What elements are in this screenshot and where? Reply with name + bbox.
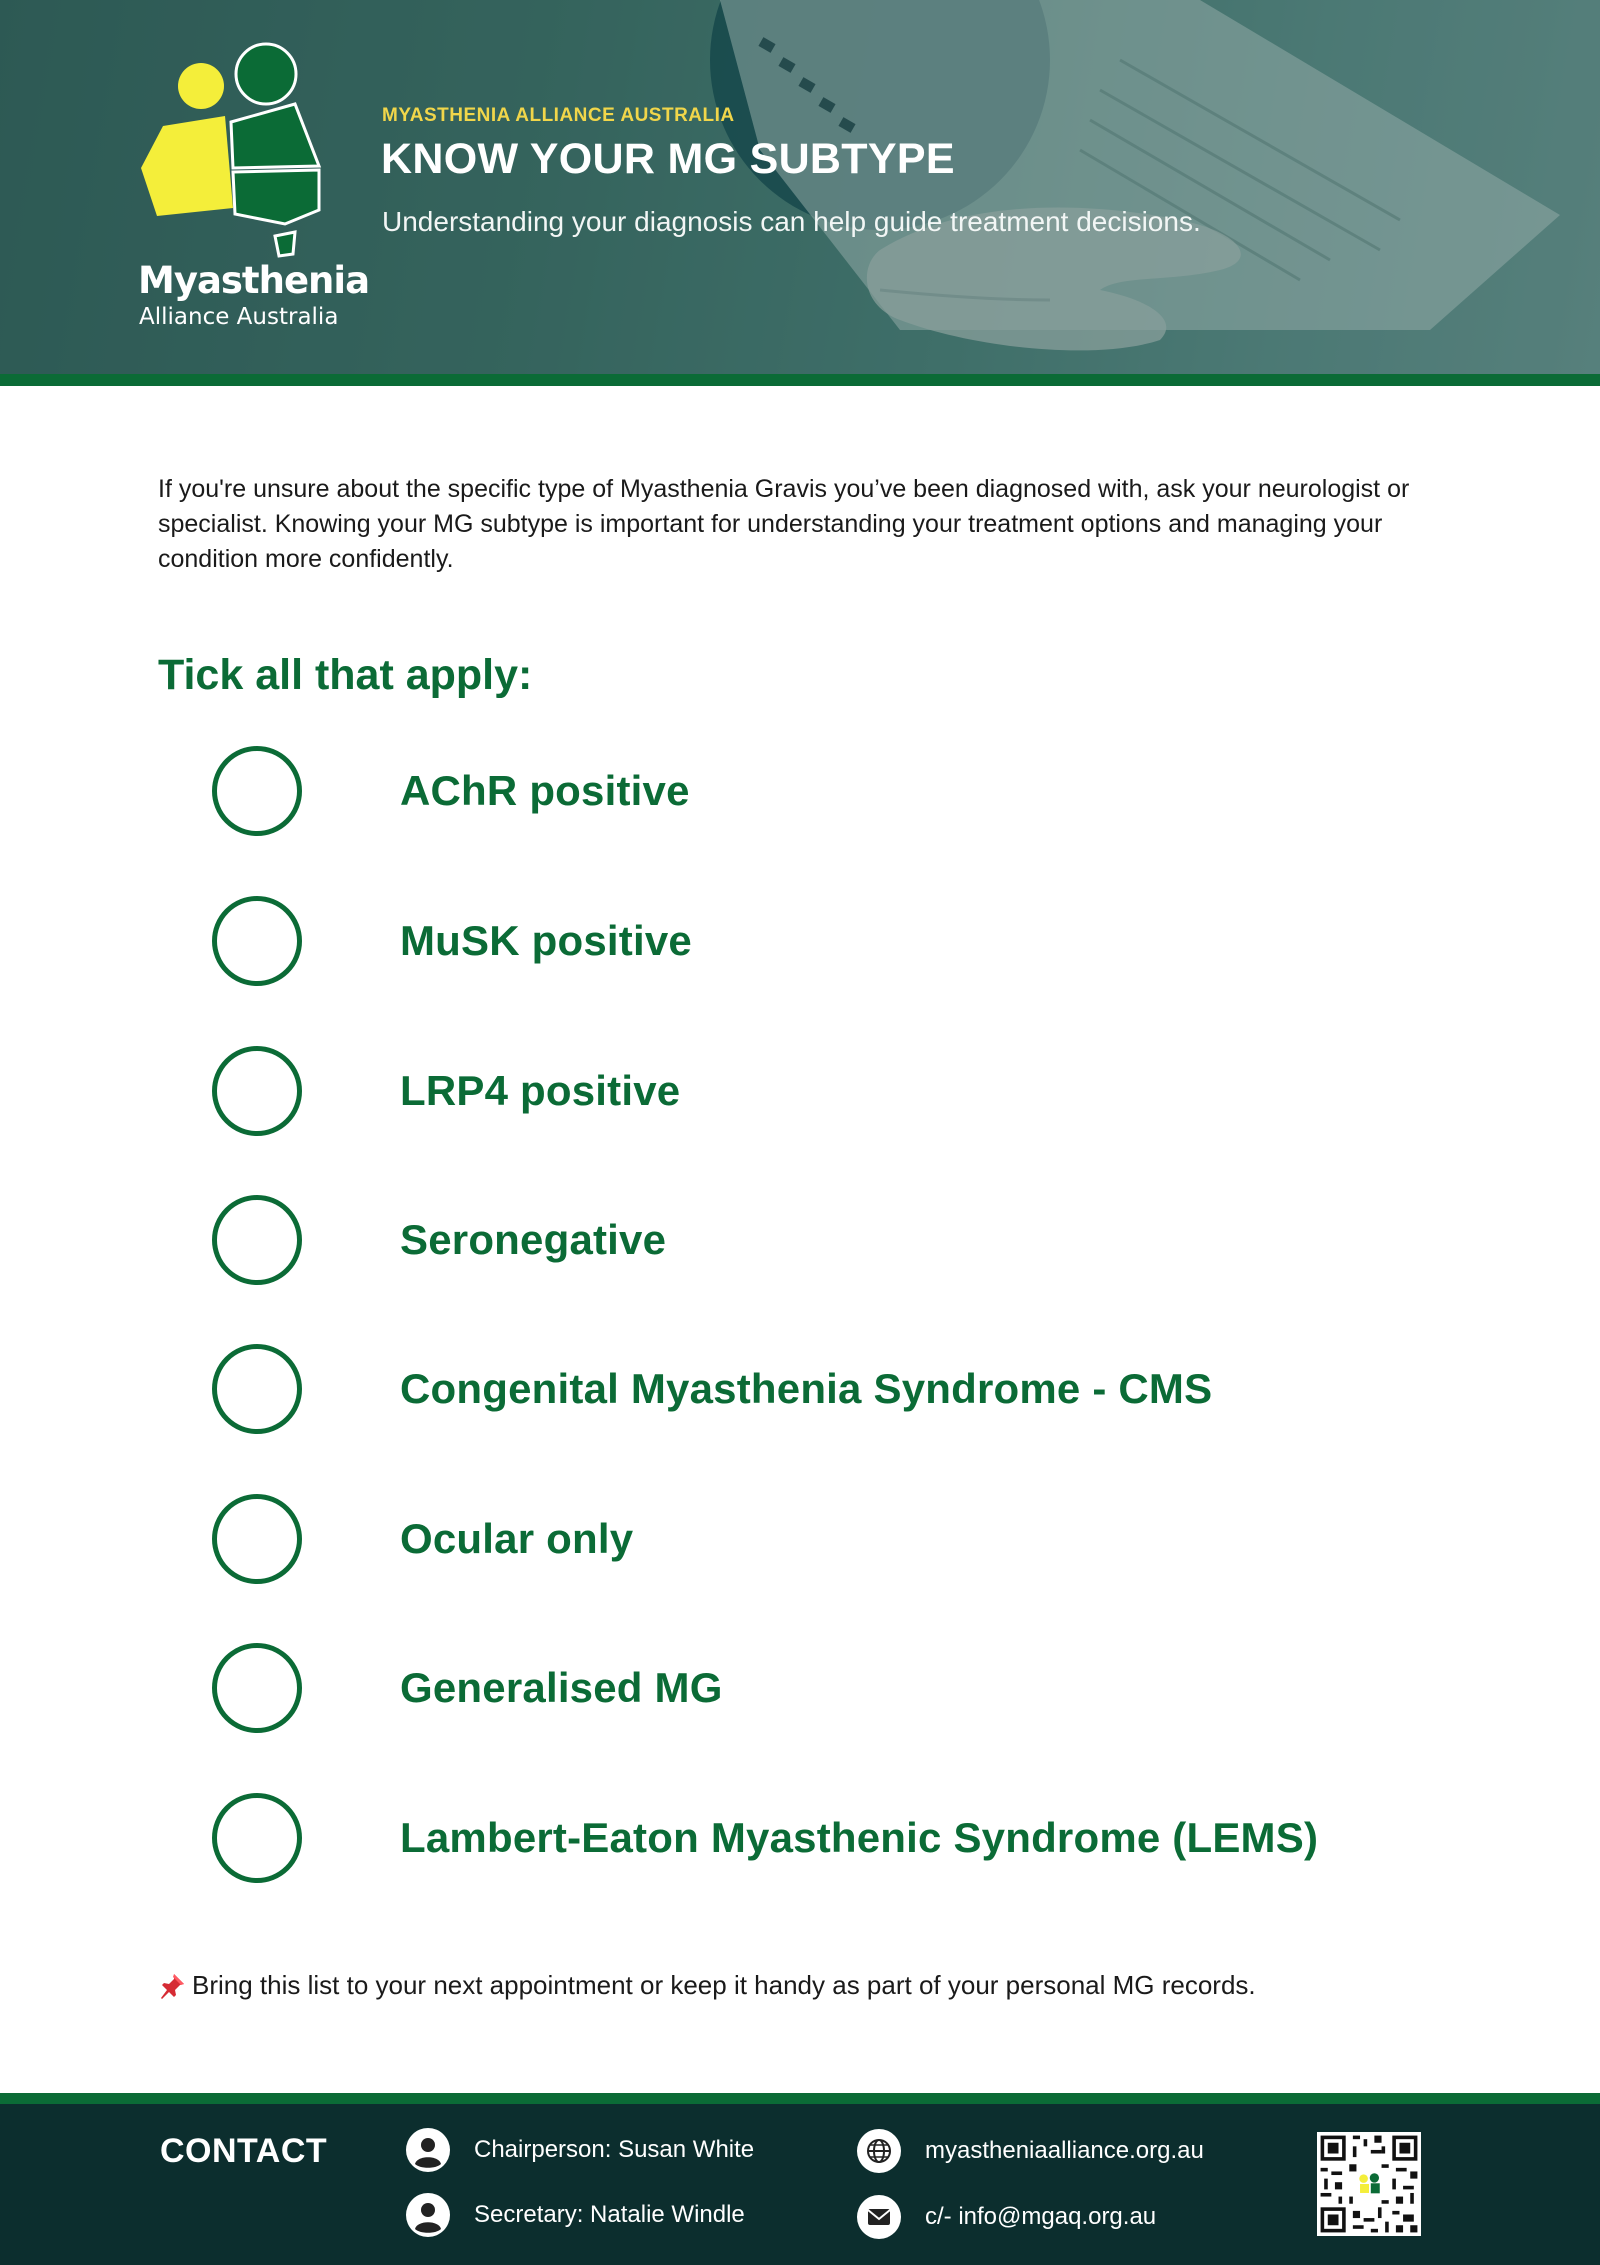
checklist-item-label: Seronegative	[400, 1216, 667, 1263]
person-icon	[406, 2128, 450, 2172]
page-subtitle: Understanding your diagnosis can help guide treatment decisions.	[382, 206, 1201, 237]
checklist-item-label: Ocular only	[400, 1515, 634, 1562]
checklist-heading: Tick all that apply:	[158, 651, 533, 699]
website-contact[interactable]	[857, 2129, 1204, 2173]
checklist-item-label: Lambert-Eaton Myasthenic Syndrome (LEMS)	[400, 1814, 1319, 1861]
checklist-item-label: LRP4 positive	[400, 1067, 681, 1114]
email-contact[interactable]	[857, 2195, 1156, 2239]
checklist-item-lems[interactable]	[212, 1792, 1512, 1884]
reminder-text: Bring this list to your next appointment or keep it handy as part of your personal MG records.	[192, 1970, 1256, 2000]
email-link[interactable]: c/- info@mgaq.org.au	[925, 2203, 1157, 2230]
logo-subtitle: Alliance Australia	[139, 304, 339, 330]
checklist-item-seronegative[interactable]	[212, 1194, 1512, 1286]
checkbox-circle[interactable]	[212, 1643, 302, 1733]
website-link[interactable]: myastheniaalliance.org.au	[925, 2137, 1204, 2164]
qr-code-icon[interactable]	[1317, 2132, 1421, 2236]
globe-icon	[857, 2129, 901, 2173]
header-divider	[0, 374, 1600, 386]
mail-icon	[857, 2195, 901, 2239]
checklist-item-label: Congenital Myasthenia Syndrome - CMS	[400, 1365, 1213, 1412]
checkbox-circle[interactable]	[212, 1793, 302, 1883]
checkbox-circle[interactable]	[212, 1195, 302, 1285]
secretary-text: Secretary: Natalie Windle	[474, 2201, 745, 2228]
person-icon	[406, 2193, 450, 2237]
intro-paragraph: If you're unsure about the specific type of Myasthenia Gravis you’ve been diagnosed with, ask your neurologist or specialist. Knowing your MG subtype is important for understanding your treatment options and managing your condition more confidently.	[158, 475, 1410, 573]
page-title: KNOW YOUR MG SUBTYPE	[381, 135, 955, 183]
checklist-item-cms[interactable]	[212, 1343, 1512, 1435]
contact-heading: CONTACT	[160, 2132, 328, 2170]
footer-divider	[0, 2093, 1600, 2104]
checklist-item-label: MuSK positive	[400, 917, 692, 964]
organisation-kicker: MYASTHENIA ALLIANCE AUSTRALIA	[382, 105, 735, 126]
checklist-item-lrp4[interactable]	[212, 1045, 1512, 1137]
checklist-item-label: AChR positive	[400, 767, 690, 814]
checklist-item-ocular[interactable]	[212, 1493, 1512, 1585]
checkbox-circle[interactable]	[212, 1494, 302, 1584]
checkbox-circle[interactable]	[212, 746, 302, 836]
checkbox-circle[interactable]	[212, 896, 302, 986]
secretary-contact	[406, 2193, 745, 2237]
reminder-note	[158, 1970, 1458, 2001]
chairperson-text: Chairperson: Susan White	[474, 2136, 755, 2163]
pushpin-icon	[158, 1972, 186, 2000]
checklist-item-generalised[interactable]	[212, 1642, 1512, 1734]
checklist-item-achr[interactable]	[212, 745, 1512, 837]
checkbox-circle[interactable]	[212, 1344, 302, 1434]
checkbox-circle[interactable]	[212, 1046, 302, 1136]
checklist-item-label: Generalised MG	[400, 1664, 723, 1711]
logo-wordmark: Myasthenia	[138, 259, 370, 302]
chairperson-contact	[406, 2128, 754, 2172]
checklist-item-musk[interactable]	[212, 895, 1512, 987]
header-banner	[0, 0, 1600, 374]
